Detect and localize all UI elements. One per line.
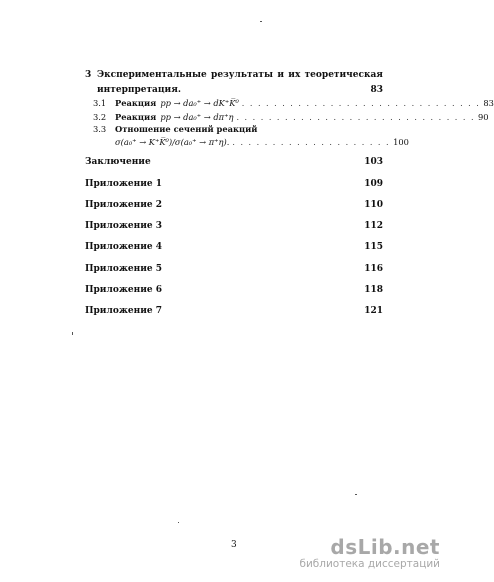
chapter-title-word: и <box>277 70 284 80</box>
leader-dots: . . . . . . . . . . . . . . . . . . . . . . . . . . . . . . <box>236 113 476 122</box>
entry-label: Приложение 4 <box>85 242 163 252</box>
toc-entry-appendix-7 <box>85 306 383 316</box>
chapter-number: 3 <box>85 70 92 80</box>
entry-label: Приложение 7 <box>85 306 163 316</box>
scan-speck <box>72 332 73 335</box>
section-formula: pp → da₀⁺ → dK⁺K̅⁰ <box>160 98 239 108</box>
entry-label: Приложение 6 <box>85 285 163 295</box>
chapter-page: 83 <box>370 85 383 95</box>
section-label: Реакция <box>115 112 157 122</box>
chapter-title-line1 <box>97 70 383 80</box>
entry-label: Заключение <box>85 157 151 167</box>
section-number: 3.3 <box>93 124 107 134</box>
chapter-title-word: Экспериментальные <box>97 70 207 80</box>
toc-entry-appendix-3 <box>85 221 383 231</box>
section-formula: σ(a₀⁺ → K⁺K̅⁰)/σ(a₀⁺ → π⁺η). <box>115 137 230 147</box>
leader-dots: . . . . . . . . . . . . . . . . . . . . <box>232 138 391 147</box>
watermark-tagline: библиотека диссертаций <box>299 558 440 570</box>
page-number: 3 <box>231 540 237 550</box>
chapter-title-word: теоретическая <box>304 70 383 80</box>
chapter-title-word: их <box>288 70 301 80</box>
section-page: 83 <box>483 98 494 108</box>
chapter-title-word: результаты <box>211 70 274 80</box>
entry-page: 118 <box>364 285 383 295</box>
entry-label: Приложение 5 <box>85 264 163 274</box>
entry-label: Приложение 3 <box>85 221 163 231</box>
toc-entry-appendix-6 <box>85 285 383 295</box>
toc-section-3-2 <box>93 112 489 122</box>
leader-dots: . . . . . . . . . . . . . . . . . . . . . . . . . . . . . . <box>241 99 481 108</box>
section-page: 100 <box>393 137 409 147</box>
chapter-title-continuation: интерпретация. <box>97 85 181 95</box>
watermark-brand: dsLib.net <box>330 535 440 559</box>
toc-entry-appendix-4 <box>85 242 383 252</box>
scan-speck <box>260 21 262 22</box>
watermark-logo <box>299 536 440 571</box>
section-label: Реакция <box>115 98 157 108</box>
section-formula: pp → da₀⁺ → dπ⁺η <box>160 112 234 122</box>
entry-page: 121 <box>364 306 383 316</box>
entry-label: Приложение 1 <box>85 179 163 189</box>
entry-label: Приложение 2 <box>85 200 163 210</box>
section-number: 3.2 <box>93 112 107 122</box>
scan-speck <box>355 494 357 495</box>
section-page: 90 <box>478 112 489 122</box>
entry-page: 110 <box>364 200 383 210</box>
entry-page: 115 <box>364 242 383 252</box>
toc-section-3-3 <box>93 124 409 147</box>
toc-entry-appendix-2 <box>85 200 383 210</box>
toc-section-3-1 <box>93 98 494 108</box>
section-number: 3.1 <box>93 98 107 108</box>
entry-page: 116 <box>364 264 383 274</box>
toc-entry-conclusion <box>85 157 383 167</box>
scan-speck <box>178 522 179 523</box>
toc-entry-appendix-5 <box>85 264 383 274</box>
chapter-title-line2 <box>97 85 383 95</box>
entry-page: 112 <box>364 221 383 231</box>
entry-page: 109 <box>364 179 383 189</box>
section-label: Отношение сечений реакций <box>115 124 258 134</box>
toc-entry-appendix-1 <box>85 179 383 189</box>
entry-page: 103 <box>364 157 383 167</box>
